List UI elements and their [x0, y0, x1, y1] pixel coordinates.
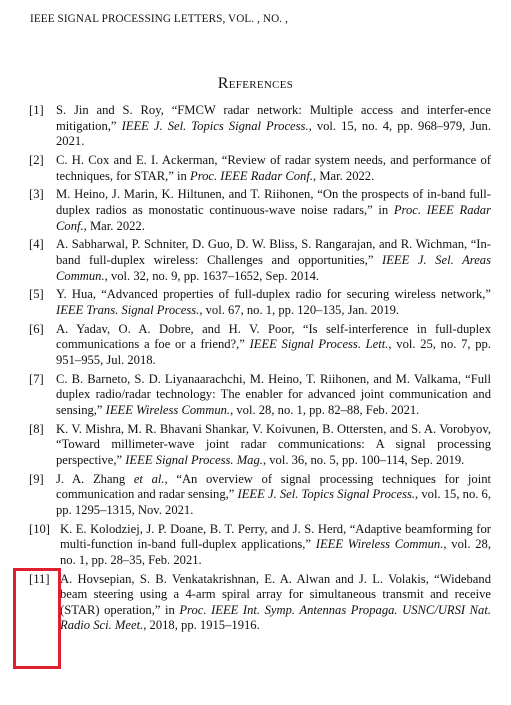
reference-venue: IEEE Signal Process. Mag. — [125, 452, 263, 467]
reference-venue: Proc. IEEE Radar Conf. — [190, 168, 314, 183]
reference-venue: IEEE Signal Process. Lett. — [249, 337, 389, 352]
reference-number: [11] — [29, 571, 50, 586]
reference-item-10 — [29, 522, 491, 569]
reference-text: Y. Hua, “Advanced properties of full-duplex radio for securing wireless network,” — [56, 287, 491, 302]
reference-venue: IEEE J. Sel. Areas Commun. — [56, 252, 491, 283]
reference-details: , vol. 67, no. 1, pp. 120–135, Jan. 2019. — [199, 302, 400, 317]
reference-number: [7] — [29, 371, 44, 386]
reference-venue: IEEE J. Sel. Topics Signal Process. — [237, 487, 416, 502]
reference-number: [1] — [29, 103, 44, 117]
reference-number: [10] — [29, 521, 50, 536]
reference-item-5 — [29, 287, 491, 318]
reference-item-2 — [29, 153, 491, 184]
reference-item-1 — [29, 103, 491, 150]
reference-text: K. V. Mishra, M. R. Bhavani Shankar, V. Koivunen, B. Ottersten, and S. A. Vorobyov, “Toward millimeter-wave joint radar communications: A signal processing perspective,” — [56, 421, 491, 467]
reference-text: M. Heino, J. Marin, K. Hiltunen, and T. Riihonen, “On the prospects of in-band full-duplex radios as monostatic continuous-wave noise radars,” in — [56, 187, 491, 217]
reference-text: S. Jin and S. Roy, “FMCW radar network: Multiple access and interfer-ence mitigation,” — [56, 103, 491, 133]
reference-venue: IEEE Wireless Commun. — [105, 402, 231, 417]
reference-text: A. Yadav, O. A. Dobre, and H. V. Poor, “Is self-interference in full-duplex communications a foe or a friend?,” — [56, 321, 491, 352]
reference-list — [29, 103, 491, 637]
section-title-references: References — [217, 75, 294, 92]
reference-text: C. B. Barneto, S. D. Liyanaarachchi, M. Heino, T. Riihonen, and M. Valkama, “Full duplex radio/radar technology: The enabler for advanced joint communication and sensing,” — [56, 371, 491, 417]
reference-venue: IEEE J. Sel. Topics Signal Process. — [121, 118, 309, 133]
reference-text: K. E. Kolodziej, J. P. Doane, B. T. Perry, and J. S. Herd, “Adaptive beamforming for multi-function in-band full-duplex applications,” — [60, 521, 491, 552]
reference-venue: IEEE Wireless Commun. — [315, 537, 444, 552]
reference-details: , vol. 15, no. 6, pp. 1295–1315, Nov. 2021. — [56, 487, 491, 517]
reference-venue: IEEE Trans. Signal Process. — [56, 302, 200, 317]
reference-venue: Proc. IEEE Radar Conf. — [56, 202, 491, 233]
reference-item-9 — [29, 472, 491, 519]
reference-item-7 — [29, 372, 491, 419]
reference-item-8 — [29, 422, 491, 469]
reference-number: [8] — [29, 421, 44, 436]
reference-details: , vol. 28, no. 1, pp. 82–88, Feb. 2021. — [230, 402, 420, 417]
reference-details: , Mar. 2022. — [83, 218, 145, 233]
reference-details: , vol. 15, no. 4, pp. 968–979, Jun. 2021. — [56, 118, 491, 149]
reference-number: [5] — [29, 287, 44, 302]
reference-details: , vol. 32, no. 9, pp. 1637–1652, Sep. 2014. — [104, 268, 320, 283]
reference-number: [3] — [29, 187, 44, 202]
reference-venue: Proc. IEEE Int. Symp. Antennas Propaga. USNC/URSI Nat. Radio Sci. Meet. — [60, 602, 491, 633]
reference-item-4 — [29, 237, 491, 284]
reference-item-6 — [29, 322, 491, 369]
running-head: IEEE SIGNAL PROCESSING LETTERS, VOL. , NO. , — [30, 13, 288, 25]
reference-text: C. H. Cox and E. I. Ackerman, “Review of radar system needs, and performance of techniques, for STAR,” in — [56, 152, 491, 183]
reference-text: J. A. Zhang — [56, 471, 134, 486]
reference-details: , vol. 36, no. 5, pp. 100–114, Sep. 2019. — [262, 452, 465, 467]
reference-et-al: et al. — [133, 471, 165, 486]
reference-details: , 2018, pp. 1915–1916. — [143, 618, 260, 633]
reference-text: A. Hovsepian, S. B. Venkatakrishnan, E. A. Alwan and J. L. Volakis, “Wideband beam steering using a 4-arm spiral array for simultaneous transmit and receive (STAR) operation,” in — [60, 571, 491, 617]
reference-number: [2] — [29, 152, 44, 167]
reference-text: A. Sabharwal, P. Schniter, D. Guo, D. W. Bliss, S. Rangarajan, and R. Wichman, “In-band full-duplex wireless: Challenges and opportunities,” — [56, 237, 491, 267]
reference-number: [9] — [29, 471, 44, 486]
reference-number: [4] — [29, 237, 44, 252]
reference-title: , “An overview of signal processing techniques for joint communication and radar sensing,” — [56, 471, 492, 502]
reference-item-3 — [29, 187, 491, 234]
reference-details: , vol. 25, no. 7, pp. 951–955, Jul. 2018. — [56, 337, 491, 367]
reference-item-11 — [29, 572, 491, 634]
reference-details: , Mar. 2022. — [313, 168, 375, 183]
reference-details: , vol. 28, no. 1, pp. 28–35, Feb. 2021. — [60, 537, 491, 567]
reference-number: [6] — [29, 321, 44, 336]
